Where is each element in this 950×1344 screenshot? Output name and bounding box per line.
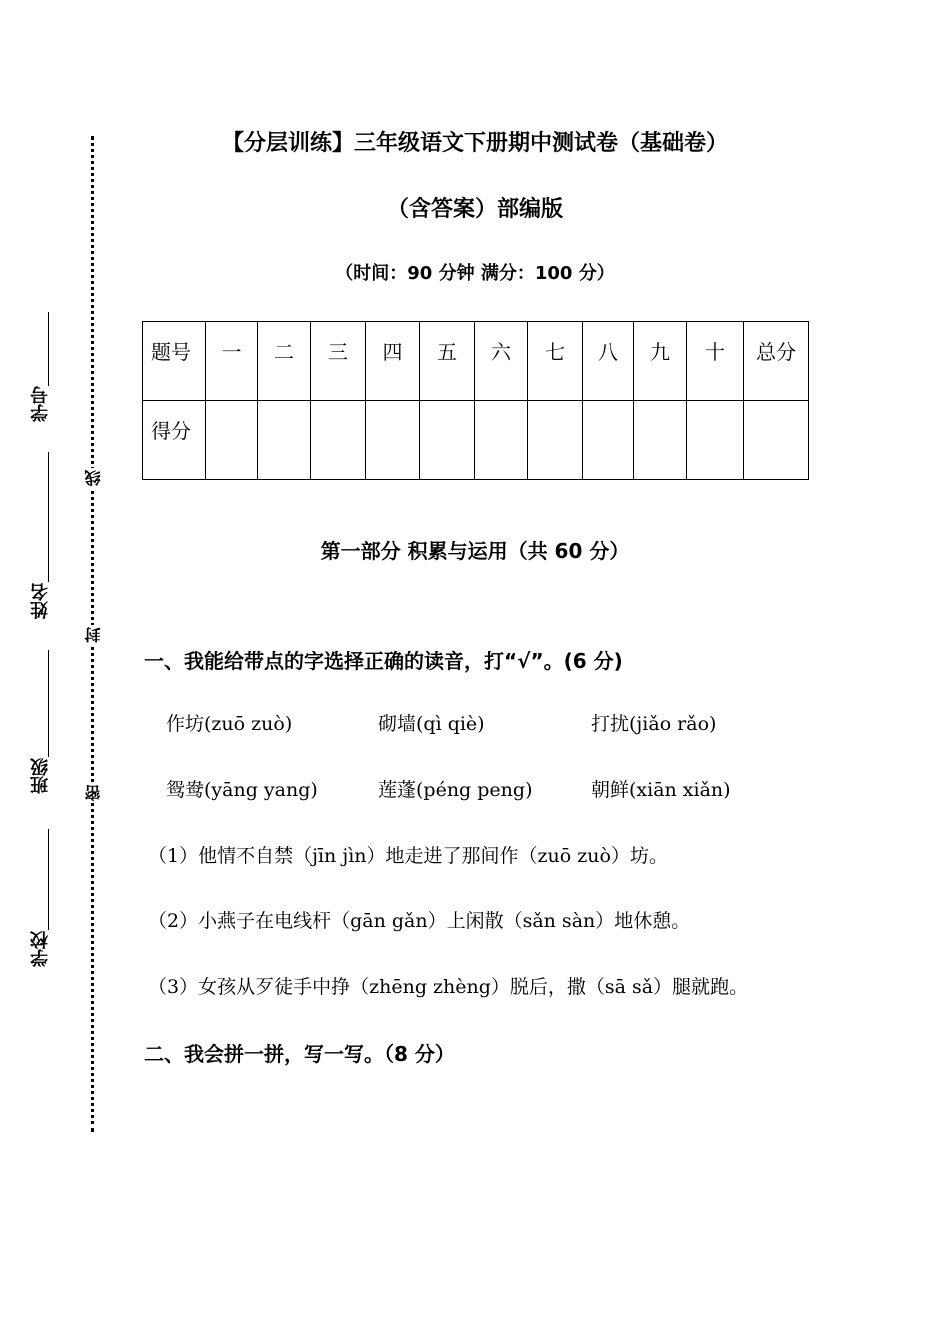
column-header: 四 (366, 322, 420, 401)
column-header: 九 (634, 322, 687, 401)
score-table-score-row (143, 401, 809, 480)
school-label: 学校 (30, 931, 51, 967)
sentence-item[interactable]: （3）女孩从歹徒手中挣（zhēng zhèng）脱后，撒（sā sǎ）腿就跑。 (148, 976, 749, 998)
question-2-title: 二、我会拼一拼，写一写。（8 分） (144, 1042, 455, 1066)
score-table (142, 321, 809, 480)
sentence-item[interactable]: （2）小燕子在电线杆（gān gǎn）上闲散（sǎn sàn）地休憩。 (148, 910, 691, 932)
seal-mark-secret: 密 (84, 785, 103, 801)
score-cell[interactable] (311, 401, 366, 480)
column-header: 七 (528, 322, 583, 401)
score-cell[interactable] (258, 401, 311, 480)
pinyin-option[interactable]: 作坊(zuō zuò) (166, 713, 293, 735)
student-id-blank[interactable] (48, 312, 49, 386)
score-cell[interactable] (206, 401, 258, 480)
question-1-title: 一、我能给带点的字选择正确的读音，打“√”。(6 分) (144, 649, 623, 673)
school-blank[interactable] (48, 829, 49, 930)
score-cell[interactable] (420, 401, 475, 480)
score-cell[interactable] (583, 401, 634, 480)
column-header: 五 (420, 322, 475, 401)
part-one-title: 第一部分 积累与运用（共 60 分） (320, 539, 630, 563)
class-label: 班级 (30, 758, 51, 794)
column-header: 二 (258, 322, 311, 401)
score-cell[interactable] (366, 401, 420, 480)
score-cell[interactable] (634, 401, 687, 480)
exam-time-score: （时间：90 分钟 满分：100 分） (335, 263, 615, 284)
column-header: 三 (311, 322, 366, 401)
pinyin-option[interactable]: 鸳鸯(yāng yang) (166, 779, 318, 801)
pinyin-option[interactable]: 打扰(jiǎo rǎo) (591, 713, 717, 735)
score-cell-total[interactable] (744, 401, 809, 480)
seal-mark-line: 线 (84, 470, 103, 486)
score-cell[interactable] (475, 401, 528, 480)
pinyin-option[interactable]: 砌墙(qì qiè) (378, 713, 485, 735)
score-cell[interactable] (687, 401, 744, 480)
pinyin-option[interactable]: 朝鲜(xiān xiǎn) (591, 779, 731, 801)
column-header: 八 (583, 322, 634, 401)
seal-mark-seal: 封 (84, 627, 103, 643)
score-cell[interactable] (528, 401, 583, 480)
exam-title-line2: （含答案）部编版 (386, 197, 563, 222)
column-header: 一 (206, 322, 258, 401)
class-blank[interactable] (48, 650, 49, 757)
score-label: 得分 (143, 401, 206, 480)
column-header-total: 总分 (744, 322, 809, 401)
column-header: 六 (475, 322, 528, 401)
pinyin-option[interactable]: 莲蓬(péng peng) (378, 779, 533, 801)
exam-title-line1: 【分层训练】三年级语文下册期中测试卷（基础卷） (221, 131, 728, 156)
student-id-label: 学号 (30, 386, 51, 422)
question-number-label: 题号 (143, 322, 206, 401)
score-table-header-row (143, 322, 809, 401)
sentence-item[interactable]: （1）他情不自禁（jīn jìn）地走进了那间作（zuō zuò）坊。 (148, 845, 668, 867)
name-label: 姓名 (30, 583, 51, 619)
column-header: 十 (687, 322, 744, 401)
